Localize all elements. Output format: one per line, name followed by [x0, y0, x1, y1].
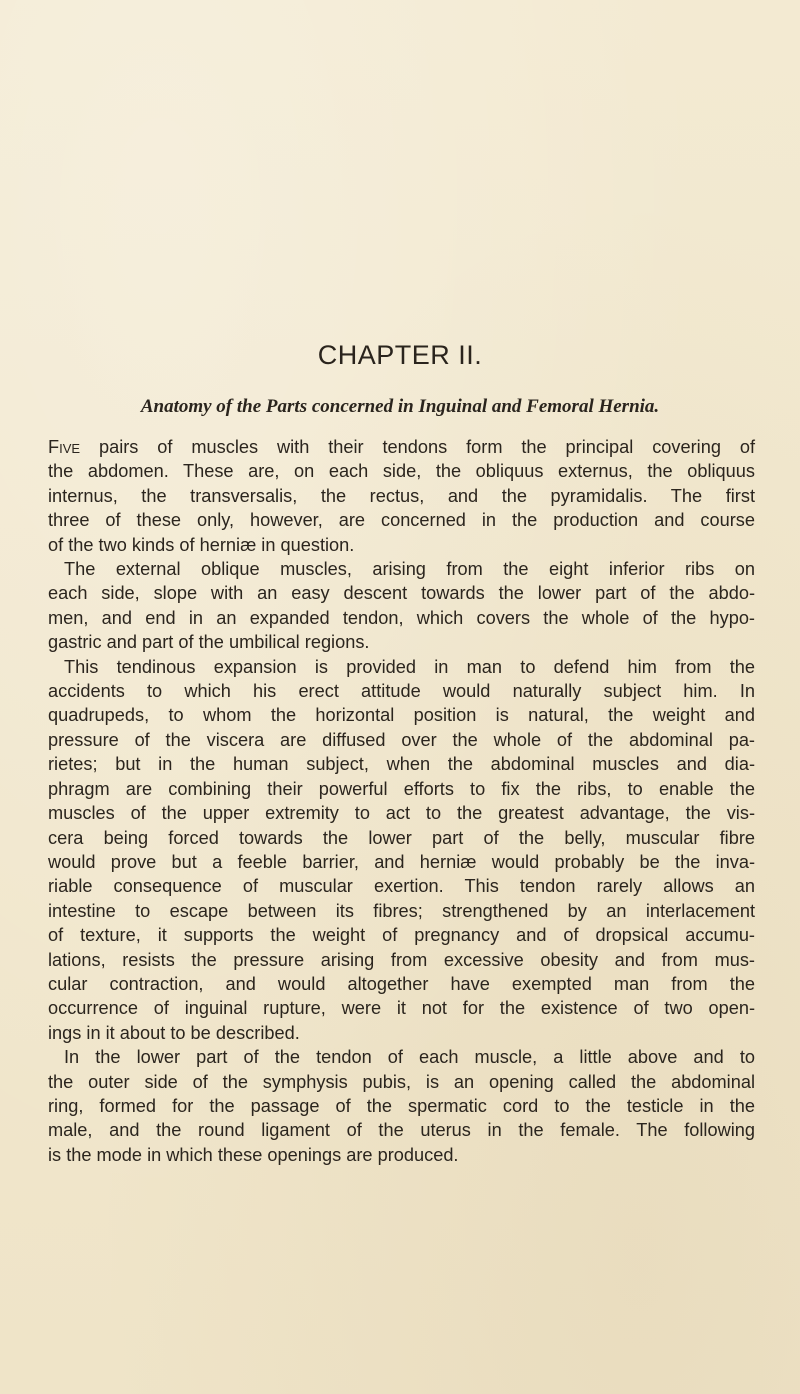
text-line: the outer side of the symphysis pubis, is an opening called the abdominal	[48, 1071, 755, 1092]
text-line: men, and end in an expanded tendon, which covers the whole of the hypo-	[48, 607, 755, 628]
text-line: occurrence of inguinal rupture, were it not for the existence of two open-	[48, 998, 755, 1019]
drop-word: Five	[48, 437, 81, 457]
text-line: cular contraction, and would altogether have exempted man from the	[48, 973, 755, 994]
text-line: Five pairs of muscles with their tendons form the principal covering of	[48, 437, 755, 457]
text-line: of the two kinds of herniæ in question.	[48, 534, 355, 555]
text-line: internus, the transversalis, the rectus, and the pyramidalis. The first	[48, 485, 755, 506]
text-line: would prove but a feeble barrier, and herniæ would probably be the inva-	[48, 851, 755, 872]
text-line: each side, slope with an easy descent towards the lower part of the abdo-	[48, 583, 755, 604]
text-line: The external oblique muscles, arising from the eight inferior ribs on	[64, 559, 755, 580]
text-line: ring, formed for the passage of the spermatic cord to the testicle in the	[48, 1095, 755, 1116]
text-line: ings in it about to be described.	[48, 1022, 300, 1043]
text-line: three of these only, however, are concerned in the production and course	[48, 510, 755, 531]
text-line: of texture, it supports the weight of pregnancy and of dropsical accumu-	[48, 925, 755, 946]
text-line: quadrupeds, to whom the horizontal position is natural, the weight and	[48, 705, 755, 726]
chapter-subtitle: Anatomy of the Parts concerned in Inguinal and Femoral Hernia.	[140, 396, 660, 417]
text-line: male, and the round ligament of the uterus in the female. The following	[48, 1120, 755, 1141]
text-line: lations, resists the pressure arising from excessive obesity and from mus-	[48, 949, 755, 970]
text-line: In the lower part of the tendon of each muscle, a little above and to	[64, 1047, 755, 1068]
text-line: phragm are combining their powerful efforts to fix the ribs, to enable the	[48, 778, 755, 799]
text-line: gastric and part of the umbilical regions.	[48, 632, 370, 653]
text-line: is the mode in which these openings are produced.	[48, 1144, 459, 1165]
text-line: rietes; but in the human subject, when the abdominal muscles and dia-	[48, 754, 755, 775]
text-line: cera being forced towards the lower part of the belly, muscular fibre	[48, 827, 755, 848]
text-line: intestine to escape between its fibres; strengthened by an interlacement	[48, 900, 755, 921]
text-line: riable consequence of muscular exertion. This tendon rarely allows an	[48, 876, 755, 897]
text-line: muscles of the upper extremity to act to the greatest advantage, the vis-	[48, 803, 755, 824]
text-line: the abdomen. These are, on each side, the obliquus externus, the obliquus	[48, 461, 755, 482]
body-text	[48, 435, 755, 1167]
text-line: pressure of the viscera are diffused over the whole of the abdominal pa-	[48, 729, 755, 750]
text-line: accidents to which his erect attitude would naturally subject him. In	[48, 681, 755, 702]
chapter-heading: CHAPTER II.	[317, 340, 483, 370]
text-line: This tendinous expansion is provided in man to defend him from the	[64, 656, 755, 677]
